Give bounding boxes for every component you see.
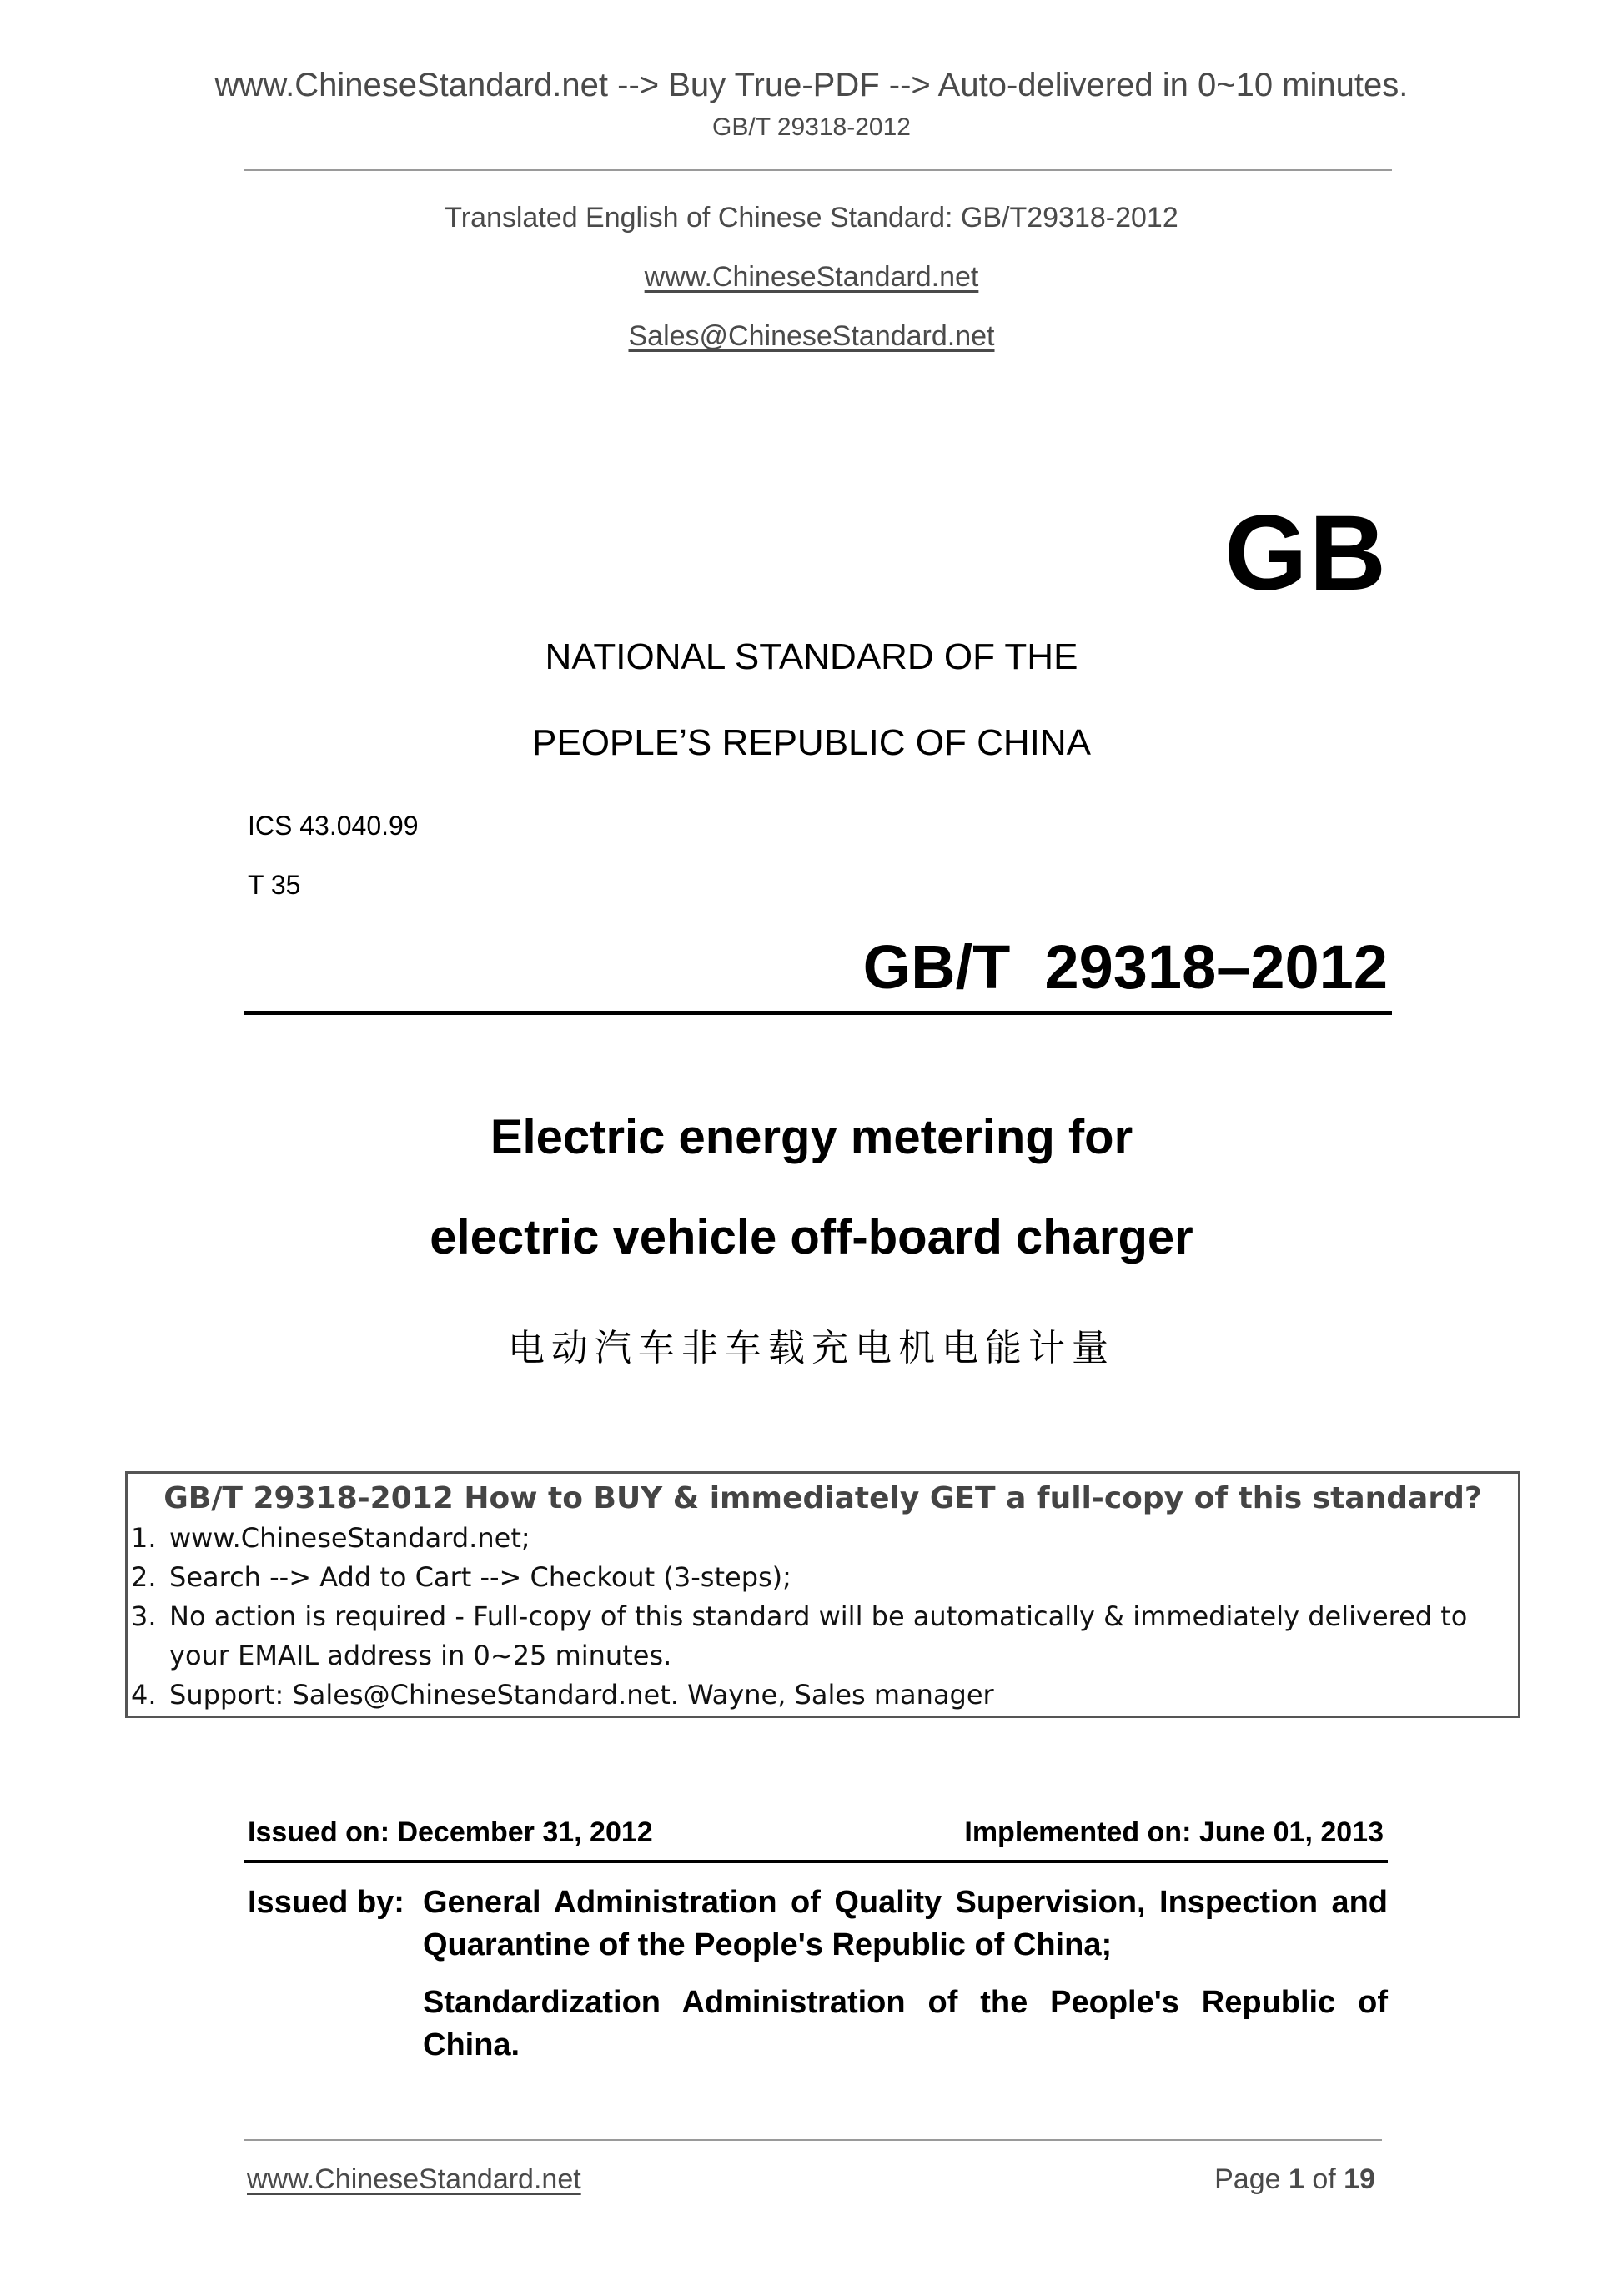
page-prefix: Page bbox=[1214, 2163, 1281, 2195]
national-standard-line2: PEOPLE’S REPUBLIC OF CHINA bbox=[532, 722, 1091, 763]
title-chinese: 电动汽车非车载充电机电能计量 bbox=[508, 1327, 1115, 1369]
buy-step-text: Support: Sales@ChineseStandard.net. Wayne, Sales manager bbox=[169, 1679, 994, 1711]
buy-step-number: 4. bbox=[131, 1679, 157, 1711]
buy-step-text: Search --> Add to Cart --> Checkout (3-steps); bbox=[169, 1561, 791, 1593]
page-current: 1 bbox=[1288, 2163, 1304, 2195]
buy-step bbox=[128, 1519, 1518, 1558]
dates-row bbox=[248, 1816, 1384, 1849]
header-doc-code: GB/T 29318-2012 bbox=[712, 113, 911, 141]
standard-number-rule bbox=[244, 1011, 1392, 1015]
header-promo: www.ChineseStandard.net --> Buy True-PDF --> Auto-delivered in 0~10 minutes. bbox=[214, 67, 1409, 103]
email-link-container bbox=[0, 320, 1623, 353]
buy-step bbox=[128, 1676, 1518, 1715]
title-line1: Electric energy metering for bbox=[490, 1110, 1133, 1164]
page-of: of bbox=[1312, 2163, 1336, 2195]
website-link-container bbox=[0, 261, 1623, 294]
buy-box-heading: GB/T 29318-2012 How to BUY & immediately GET a full-copy of this standard? bbox=[163, 1481, 1482, 1515]
footer-website-link[interactable]: www.ChineseStandard.net bbox=[247, 2163, 581, 2195]
header-divider bbox=[244, 169, 1392, 171]
email-link[interactable]: Sales@ChineseStandard.net bbox=[628, 320, 995, 352]
issued-by-label: Issued by: bbox=[248, 1885, 404, 1920]
gb-mark: GB bbox=[1224, 494, 1388, 613]
page-total: 19 bbox=[1344, 2163, 1375, 2195]
translated-line: Translated English of Chinese Standard: GB/T29318-2012 bbox=[445, 202, 1178, 234]
footer-divider bbox=[244, 2139, 1382, 2141]
buy-step-number: 2. bbox=[131, 1561, 157, 1593]
ics-code: ICS 43.040.99 bbox=[248, 811, 419, 841]
category-code: T 35 bbox=[248, 870, 301, 900]
page-indicator bbox=[1214, 2163, 1375, 2196]
buy-step-number: 3. bbox=[131, 1600, 157, 1632]
standard-number: GB/T 29318–2012 bbox=[862, 932, 1388, 1002]
buy-step-text: www.ChineseStandard.net; bbox=[169, 1522, 530, 1554]
buy-instructions-box bbox=[125, 1471, 1520, 1718]
issuing-org-1: General Administration of Quality Supervision, Inspection and Quarantine of the People's Republic of China; bbox=[423, 1885, 1388, 1962]
issuing-org-2: Standardization Administration of the People's Republic of China. bbox=[423, 1985, 1388, 2062]
buy-step bbox=[128, 1558, 1518, 1597]
buy-step-text: No action is required - Full-copy of this standard will be automatically & immediately delivered to your EMAIL address in 0~25 minutes. bbox=[169, 1600, 1468, 1671]
title-line2: electric vehicle off-board charger bbox=[430, 1210, 1193, 1264]
national-standard-line1: NATIONAL STANDARD OF THE bbox=[545, 636, 1078, 677]
buy-step-number: 1. bbox=[131, 1522, 157, 1554]
buy-step bbox=[128, 1597, 1518, 1676]
issued-on-date: Issued on: December 31, 2012 bbox=[248, 1816, 653, 1848]
dates-rule bbox=[244, 1860, 1388, 1863]
website-link[interactable]: www.ChineseStandard.net bbox=[644, 261, 979, 293]
issued-by-section bbox=[248, 1882, 1388, 2067]
implemented-on-date: Implemented on: June 01, 2013 bbox=[964, 1816, 1384, 1848]
